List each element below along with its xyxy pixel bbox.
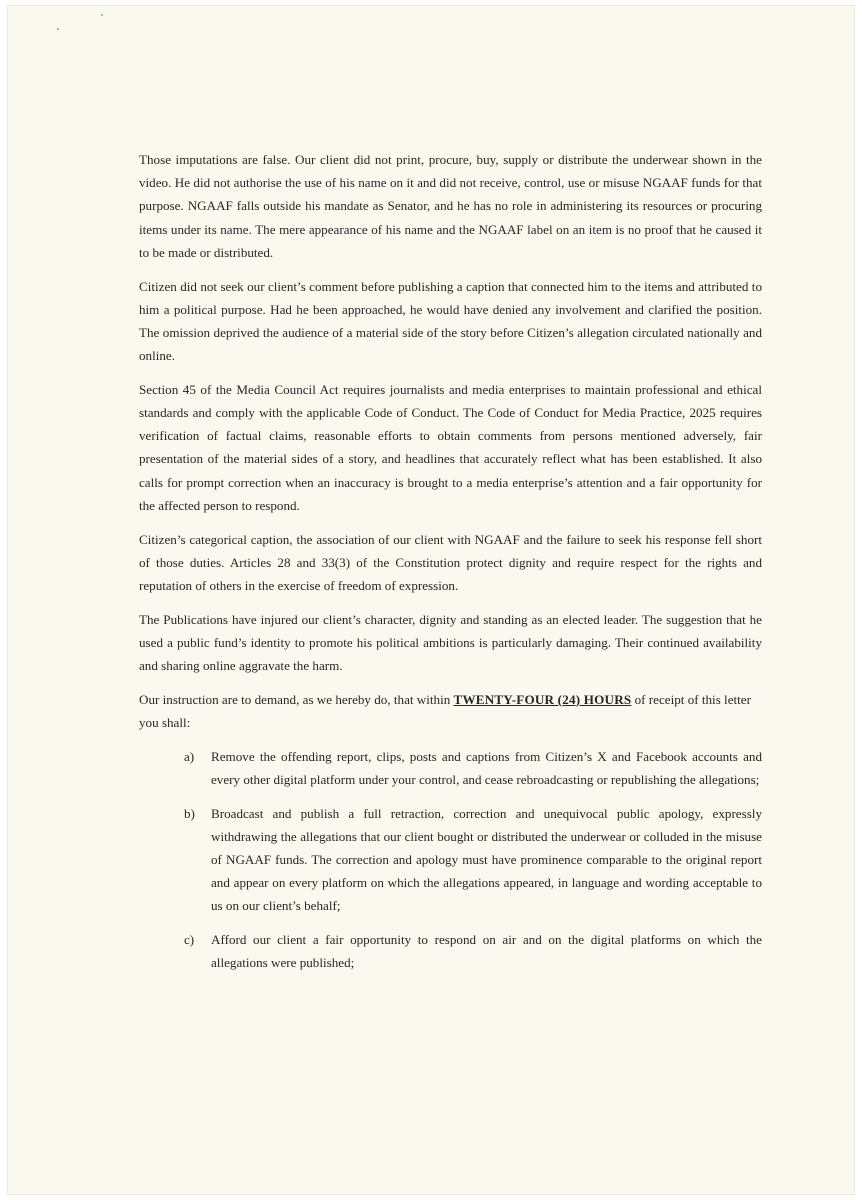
demand-text-after: of receipt of this letter you shall: [139,691,751,730]
demand-list [139,745,762,975]
deadline-emphasis: TWENTY-FOUR (24) HOURS [453,691,632,707]
item-text: Afford our client a fair opportunity to respond on air and on the digital platforms on which the allegations were published; [211,932,762,971]
scan-speck [57,28,59,30]
paragraph-imputations-false: Those imputations are false. Our client did not print, procure, buy, supply or distribute the underwear shown in the video. He did not authorise the use of his name on it and did not receive, control, use or misuse NGAAF funds for that purpose. NGAAF falls outside his mandate as Senator, and he has no role in administering its resources or procuring items under its name. The mere appearance of his name and the NGAAF label on an item is no proof that he caused it to be made or distributed. [139,152,762,260]
paragraph-injury: The Publications have injured our client’s character, dignity and standing as an elected leader. The suggestion that he used a public fund’s identity to promote his political ambitions is particularly damaging. Their continued availability and sharing online aggravate the harm. [139,611,762,674]
demand-paragraph [139,688,762,734]
item-text: Remove the offending report, clips, posts and captions from Citizen’s X and Facebook accounts and every other digital platform under your control, and cease rebroadcasting or republishing the allegations; [211,748,762,787]
letter-body [139,148,762,985]
demand-item-retraction [139,802,762,918]
scan-speck [101,14,103,16]
paragraph-constitution: Citizen’s categorical caption, the association of our client with NGAAF and the failure to seek his response fell short of those duties. Articles 28 and 33(3) of the Constitution protect dignity and require respect for the rights and reputation of others in the exercise of freedom of expression. [139,531,762,593]
item-marker: b) [184,805,195,821]
demand-item-remove [139,745,762,791]
item-marker: c) [184,932,195,948]
paragraph-no-comment-sought: Citizen did not seek our client’s comment before publishing a caption that connected him to the items and attributed to him a political purpose. Had he been approached, he would have denied any involvement and clarified the position. The omission deprived the audience of a material side of the story before Citizen’s allegation circulated nationally and online. [139,278,762,364]
item-text: Broadcast and publish a full retraction, correction and unequivocal public apology, expressly withdrawing the allegations that our client bought or distributed the underwear or colluded in the misuse of NGAAF funds. The correction and apology must have prominence comparable to the original report and appear on every platform on which the allegations appeared, in language and wording acceptable to us on our client’s behalf; [211,805,762,914]
demand-text-before: Our instruction are to demand, as we hereby do, that within [139,691,454,707]
demand-item-right-of-reply [139,928,762,974]
letter-page [8,6,854,1194]
paragraph-media-council-act: Section 45 of the Media Council Act requires journalists and media enterprises to maintain professional and ethical standards and comply with the applicable Code of Conduct. The Code of Conduct for Media Practice, 2025 requires verification of factual claims, reasonable efforts to obtain comments from persons mentioned adversely, fair presentation of the material sides of a story, and headlines that accurately reflect what has been established. It also calls for prompt correction when an inaccuracy is brought to a media enterprise’s attention and a fair opportunity for the affected person to respond. [139,381,762,513]
item-marker: a) [184,748,195,764]
